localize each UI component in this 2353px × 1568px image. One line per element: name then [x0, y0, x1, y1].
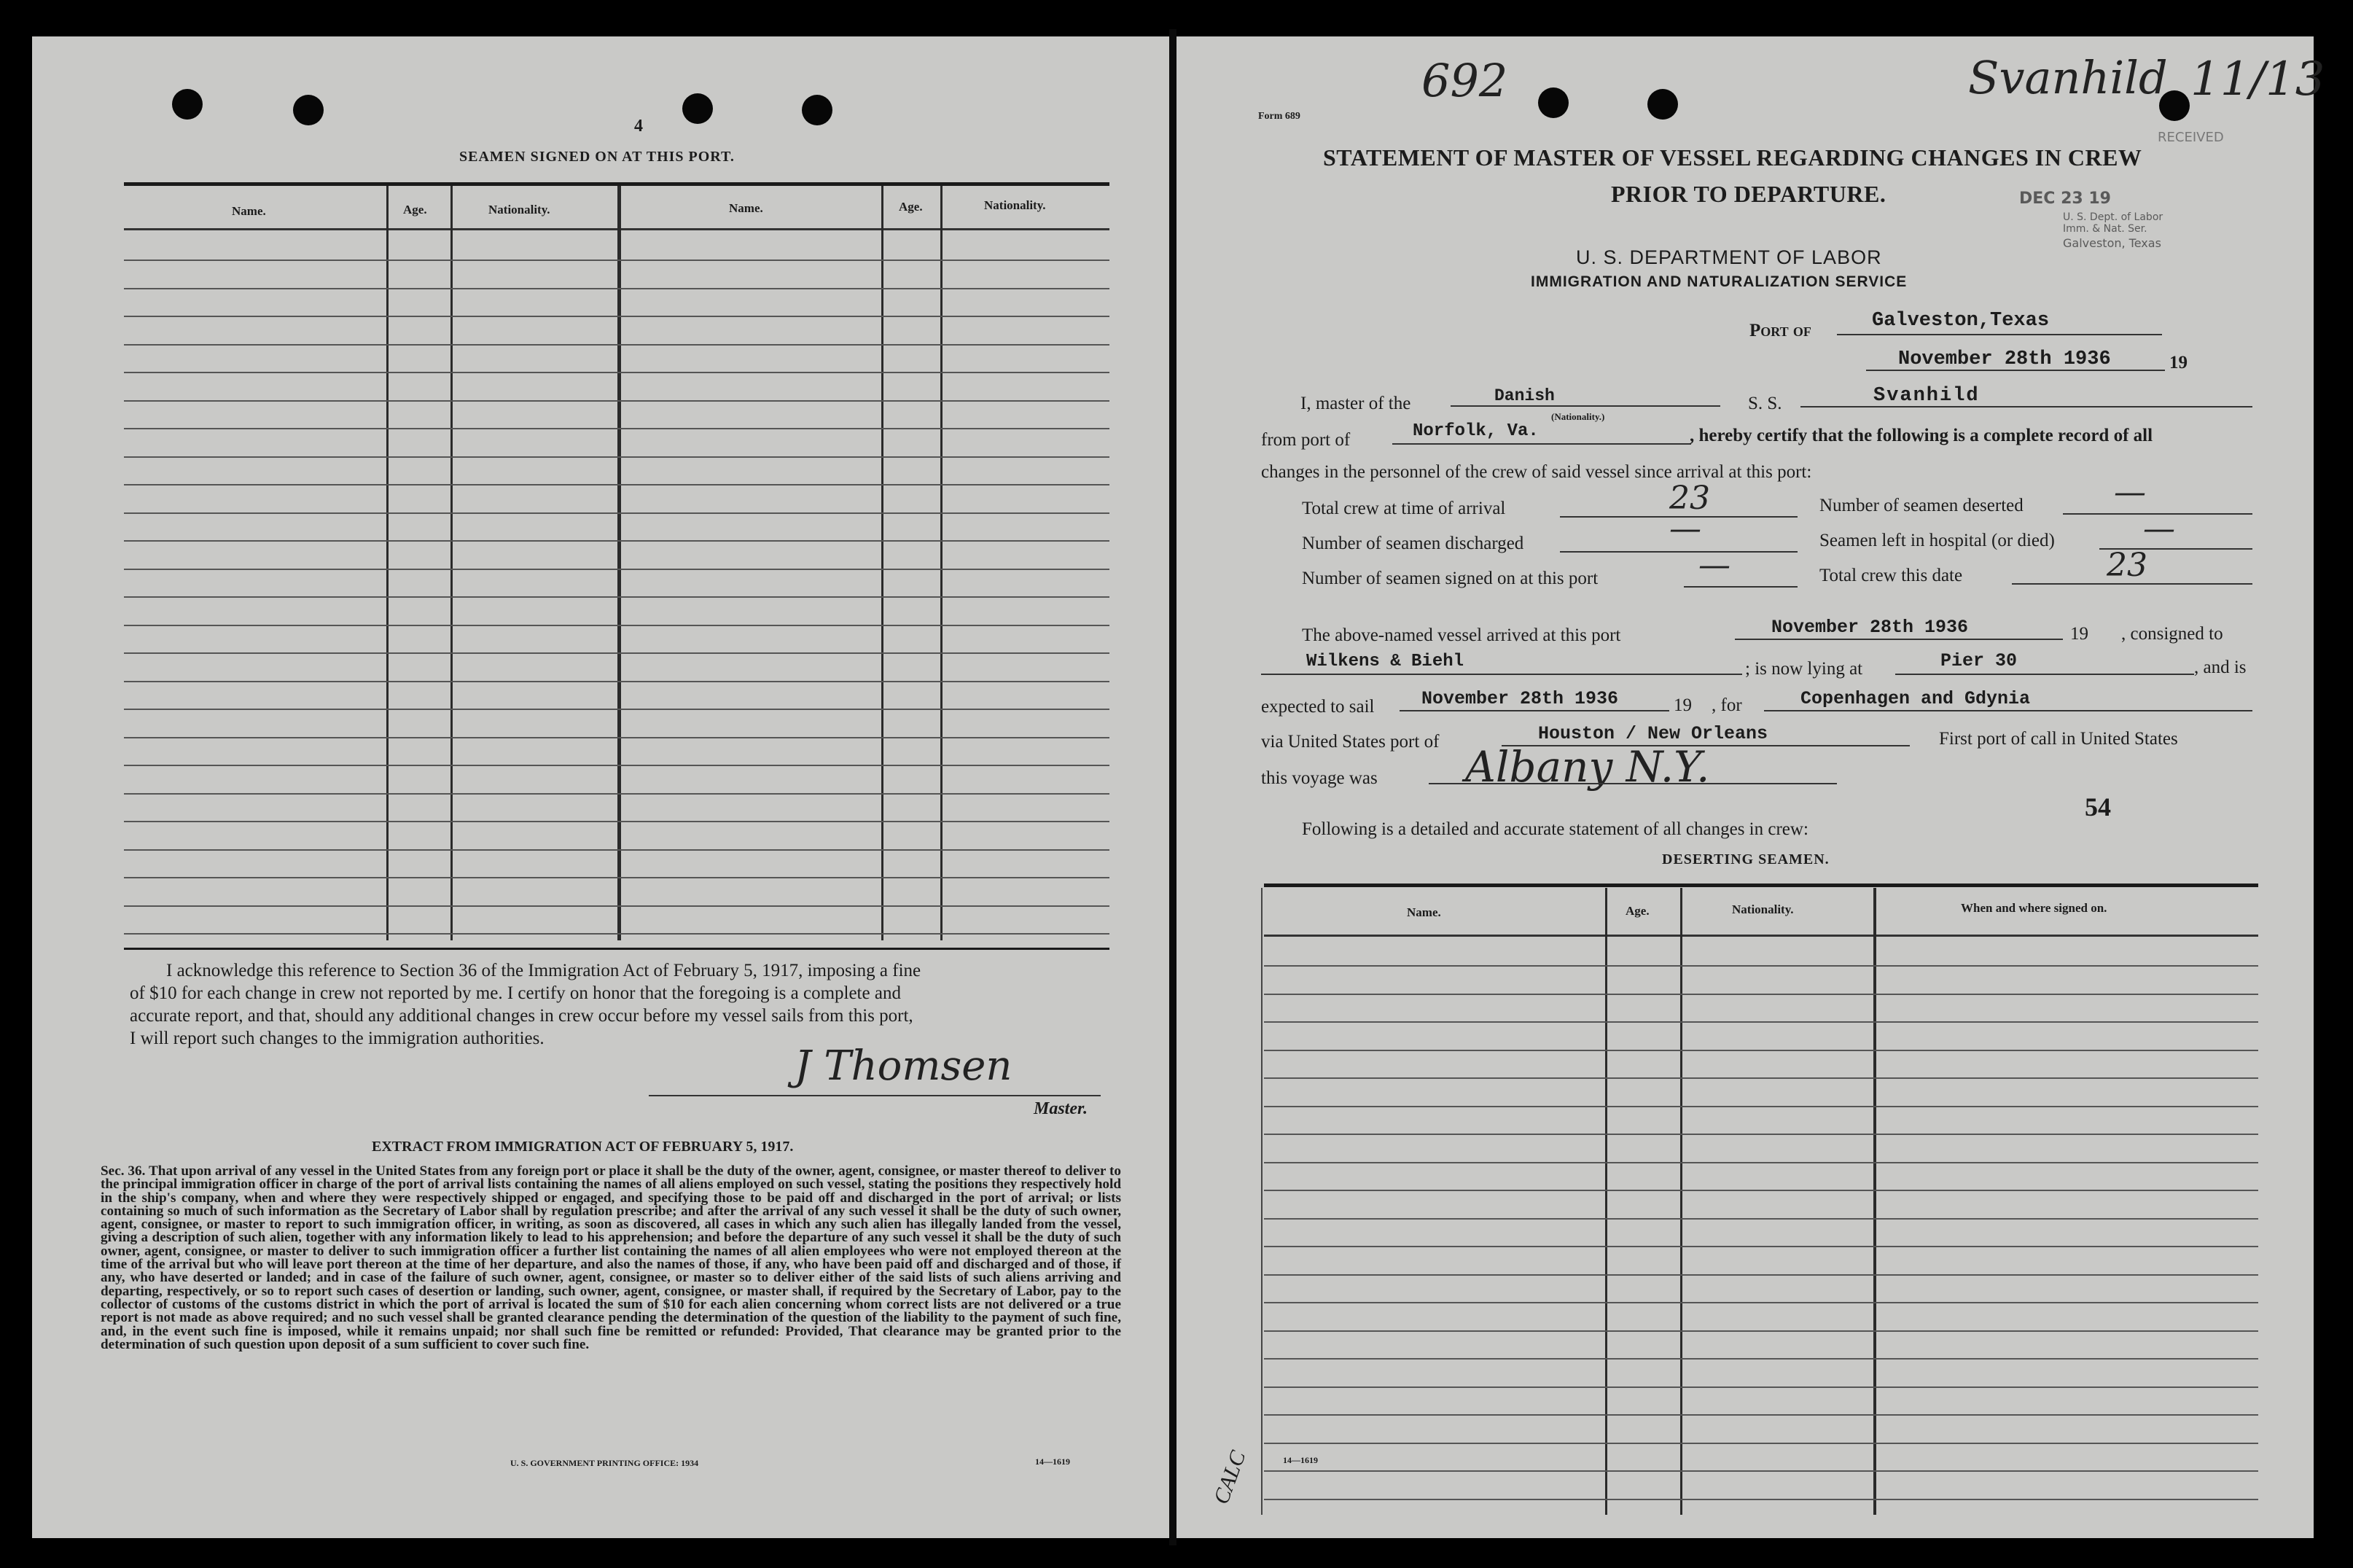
column-divider — [1605, 888, 1607, 1515]
signed-on-label: Number of seamen signed on at this port — [1302, 569, 1599, 588]
column-header-when-where: When and where signed on. — [1961, 901, 2107, 915]
stamp-dept: U. S. Dept. of Labor — [2063, 211, 2163, 223]
sail-value: November 28th 1936 — [1421, 688, 1619, 709]
deserted-value: — — [2114, 474, 2146, 511]
table-row — [124, 540, 1109, 542]
table-header-rule — [1264, 935, 2258, 937]
stamp-date: DEC 23 19 — [2019, 190, 2111, 208]
discharged-value: — — [1669, 510, 1701, 547]
ship-value: Svanhild — [1873, 385, 1980, 407]
arrived-label: The above-named vessel arrived at this port — [1302, 625, 1621, 645]
table-top-rule — [124, 182, 1109, 186]
total-arrival-label: Total crew at time of arrival — [1302, 499, 1506, 518]
date-value: November 28th 1936 — [1898, 348, 2111, 370]
date-underline — [1866, 370, 2165, 371]
handwritten-page-number: 11/13 — [2190, 52, 2325, 106]
for-value: Copenhagen and Gdynia — [1800, 688, 2031, 709]
hospital-label: Seamen left in hospital (or died) — [1819, 531, 2055, 550]
table-row — [1264, 1414, 2258, 1416]
port-label: Port of — [1749, 321, 1811, 340]
table-row — [1264, 994, 2258, 995]
column-header-name: Name. — [232, 204, 266, 218]
ss-label: S. S. — [1748, 394, 1782, 413]
acknowledgment-line: I acknowledge this reference to Section 36 of the Immigration Act of February 5, 1917, imposing a fine — [166, 961, 921, 980]
signature-line — [649, 1095, 1101, 1096]
via-value: Houston / New Orleans — [1538, 723, 1768, 744]
certify-text: , hereby certify that the following is a complete record of all — [1690, 426, 2153, 445]
signed-on-underline — [1684, 586, 1798, 588]
ship-underline — [1800, 406, 2252, 407]
table-header-rule — [124, 228, 1109, 230]
received-stamp — [2019, 130, 2224, 254]
table-row — [1264, 1134, 2258, 1135]
table-row — [124, 681, 1109, 682]
total-date-underline — [2012, 583, 2252, 585]
acknowledgment-line: of $10 for each change in crew not reported by me. I certify on honor that the foregoing is a complete and — [130, 983, 901, 1003]
table-row — [124, 428, 1109, 429]
table-row — [1264, 1162, 2258, 1163]
table-row — [1264, 1443, 2258, 1444]
deserting-title: DESERTING SEAMEN. — [1662, 851, 1830, 867]
via-label: via United States port of — [1261, 732, 1440, 752]
table-row — [124, 372, 1109, 373]
lying-value: Pier 30 — [1940, 650, 2018, 671]
voyage-underline — [1429, 783, 1837, 784]
column-divider — [881, 186, 883, 940]
column-header-nationality: Nationality. — [488, 203, 550, 217]
arrived-value: November 28th 1936 — [1771, 617, 1969, 638]
punch-hole — [1647, 89, 1678, 120]
table-row — [1264, 1302, 2258, 1303]
table-row — [124, 821, 1109, 822]
table-row — [124, 512, 1109, 514]
table-row — [124, 344, 1109, 346]
table-row — [124, 484, 1109, 485]
for-label: , for — [1712, 695, 1742, 715]
year-suffix: 19 — [2169, 353, 2188, 373]
column-divider — [940, 186, 943, 940]
table-row — [124, 596, 1109, 598]
following-text: Following is a detailed and accurate statement of all changes in crew: — [1302, 819, 1808, 839]
table-row — [1264, 1077, 2258, 1079]
table-row — [1264, 1330, 2258, 1332]
discharged-underline — [1560, 551, 1798, 553]
column-divider — [1261, 888, 1263, 1515]
form-title-line1: STATEMENT OF MASTER OF VESSEL REGARDING CHANGES IN CREW — [1323, 144, 2142, 171]
punch-hole — [802, 95, 832, 125]
column-divider — [450, 186, 453, 940]
corner-mark: CALC — [1209, 1447, 1251, 1507]
table-row — [124, 933, 1109, 935]
port-value: Galveston,Texas — [1872, 310, 2050, 332]
nationality-value: Danish — [1494, 386, 1555, 405]
column-header-nationality-2: Nationality. — [984, 198, 1046, 212]
table-row — [124, 316, 1109, 317]
punch-hole — [293, 95, 324, 125]
changes-text: changes in the personnel of the crew of said vessel since arrival at this port: — [1261, 462, 1812, 482]
arrived-underline — [1735, 639, 2063, 640]
table-row — [124, 737, 1109, 738]
and-is-label: , and is — [2194, 658, 2247, 677]
master-signature: J Thomsen — [795, 1042, 1012, 1090]
table-row — [124, 765, 1109, 766]
table-row — [1264, 1218, 2258, 1220]
sail-label: expected to sail — [1261, 697, 1375, 717]
table-row — [1264, 1021, 2258, 1023]
punch-hole — [172, 89, 203, 120]
extract-text: Sec. 36. That upon arrival of any vessel in the United States from any foreign port or place it shall be the duty of the owner, agent, consignee, or master thereof to deliver to the principal immigration officer in charge of the port of arrival lists containing the names of all aliens employed on such vessel, stating the positions they respectively hold in the ship's company, when and where they were respectively shipped or engaged, and specifying those to be paid off and discharged in the port of arrival; or lists containing so much of such information as the Secretary of Labor shall by regulation prescribe; and after the arrival of any such vessel it shall be the duty of such owner, agent, consignee, or master to report to such immigration officer, in writing, as soon as discovered, all cases in which any such alien has illegally landed from the vessel, giving a description of such alien, together with any information likely to lead to his apprehension; and before the departure of any such vessel it shall be the duty of such owner, agent, consignee, or master to deliver to such immigration officer a further list containing the names of all alien employees who were not employed thereon at the time of the arrival but who will leave port thereon at the time of her departure, and also the names of those, if any, who have been paid off and discharged and of those, if any, who have deserted or landed; and in case of the failure of such owner, agent, consignee, or master so to deliver either of the said lists of such aliens arriving and departing, respectively, or so to report such cases of desertion or landing, such owner, agent, consignee, or master shall, if required by the Secretary of Labor, pay to the collector of customs of the customs district in which the port of arrival is located the sum of $10 for each alien concerning whom correct lists are not delivered or a true report is not made as above required; and no such vessel shall be granted clearance pending the determination of the question of the liability to the payment of such fine, and, in the event such fine is imposed, while it remains unpaid; nor shall such fine be remitted or refunded: Provided, That clearance may be granted prior to the determination of such question upon deposit of a sum sufficient to cover such fine. — [101, 1163, 1121, 1352]
column-header-age: Age. — [1626, 904, 1650, 918]
port-underline — [1837, 334, 2162, 335]
table-row — [124, 260, 1109, 261]
table-row — [124, 288, 1109, 289]
table-row — [124, 709, 1109, 710]
from-port-underline — [1392, 443, 1691, 445]
nationality-underline — [1451, 405, 1720, 407]
form-code-left: 14—1619 — [1035, 1456, 1070, 1467]
department: U. S. DEPARTMENT OF LABOR — [1576, 246, 1882, 268]
lying-underline — [1895, 674, 2194, 675]
voyage-label: this voyage was — [1261, 768, 1378, 788]
table-row — [1264, 1470, 2258, 1472]
table-row — [1264, 1386, 2258, 1388]
table-row — [1264, 1358, 2258, 1360]
form-label: Form 689 — [1258, 111, 1300, 122]
from-port-label: from port of — [1261, 430, 1351, 450]
page-gutter — [1169, 29, 1176, 1545]
sail-underline — [1400, 710, 1669, 711]
column-header-age: Age. — [403, 203, 427, 217]
stamp-city: Galveston, Texas — [2063, 236, 2161, 250]
signed-on-value: — — [1698, 547, 1730, 584]
consignee-value: Wilkens & Biehl — [1306, 652, 1464, 671]
printer-footer: U. S. GOVERNMENT PRINTING OFFICE: 1934 — [510, 1458, 699, 1468]
total-date-value: 23 — [2107, 547, 2147, 584]
table-row — [1264, 1050, 2258, 1051]
column-divider — [1873, 888, 1876, 1515]
table-row — [1264, 1190, 2258, 1191]
table-top-rule — [1264, 884, 2258, 887]
column-divider — [1680, 888, 1682, 1515]
table-row — [1264, 1499, 2258, 1500]
column-header-name-2: Name. — [729, 201, 763, 215]
table-row — [124, 877, 1109, 878]
table-row — [1264, 1274, 2258, 1276]
table-row — [124, 569, 1109, 570]
table-row — [124, 625, 1109, 626]
column-divider — [386, 186, 389, 940]
column-header-age-2: Age. — [899, 200, 923, 214]
stamp-received: RECEIVED — [2158, 130, 2224, 145]
from-port-value: Norfolk, Va. — [1413, 421, 1539, 441]
extract-title: EXTRACT FROM IMMIGRATION ACT OF FEBRUARY 5, 1917. — [372, 1139, 794, 1155]
column-header-name: Name. — [1407, 905, 1441, 919]
total-date-label: Total crew this date — [1819, 566, 1963, 585]
column-header-nationality: Nationality. — [1732, 902, 1794, 916]
sail-year: 19 — [1674, 695, 1692, 715]
for-underline — [1764, 710, 2252, 711]
consignee-underline — [1261, 674, 1742, 675]
table-row — [124, 400, 1109, 402]
acknowledgment-line: accurate report, and that, should any additional changes in crew occur before my vessel sails from this port, — [130, 1006, 913, 1026]
form-code-right: 14—1619 — [1283, 1455, 1318, 1465]
table-row — [124, 905, 1109, 907]
lying-label: ; is now lying at — [1745, 659, 1863, 679]
handwritten-ship-name: Svanhild — [1968, 51, 2168, 104]
discharged-label: Number of seamen discharged — [1302, 534, 1524, 553]
table-row — [1264, 1246, 2258, 1247]
master-label: Master. — [1034, 1099, 1088, 1118]
table-row — [1264, 1106, 2258, 1107]
punch-hole — [1538, 87, 1569, 118]
master-of-label: I, master of the — [1300, 394, 1411, 413]
handwritten-number: 692 — [1421, 54, 1508, 107]
punch-hole — [682, 93, 713, 124]
number-54: 54 — [2085, 792, 2111, 822]
first-port-label: First port of call in United States — [1939, 729, 2178, 749]
table-row — [124, 849, 1109, 851]
stamp-service: Imm. & Nat. Ser. — [2063, 223, 2147, 235]
table-bottom-rule — [124, 948, 1109, 950]
table-row — [124, 456, 1109, 458]
table-row — [1264, 965, 2258, 967]
page-number: 4 — [634, 117, 643, 136]
consigned-label: , consigned to — [2121, 624, 2223, 644]
nationality-hint: (Nationality.) — [1551, 411, 1605, 422]
column-divider — [617, 186, 621, 940]
table-row — [124, 652, 1109, 654]
deserted-label: Number of seamen deserted — [1819, 496, 2024, 515]
voyage-value: Albany N.Y. — [1465, 742, 1710, 792]
acknowledgment-line: I will report such changes to the immigration authorities. — [130, 1029, 545, 1048]
service: IMMIGRATION AND NATURALIZATION SERVICE — [1531, 273, 1908, 290]
table-row — [124, 793, 1109, 795]
hospital-value: — — [2143, 510, 2175, 547]
seamen-signed-title: SEAMEN SIGNED ON AT THIS PORT. — [459, 149, 735, 165]
form-title-line2: PRIOR TO DEPARTURE. — [1611, 181, 1886, 207]
arrived-year: 19 — [2070, 624, 2088, 644]
total-arrival-value: 23 — [1669, 480, 1710, 517]
